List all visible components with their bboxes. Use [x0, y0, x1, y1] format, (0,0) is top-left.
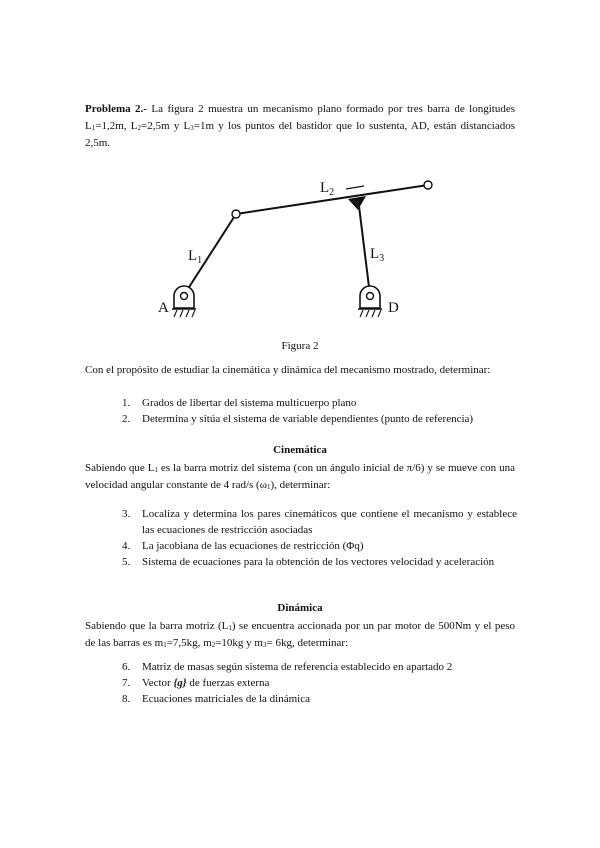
support-D-icon: [358, 286, 382, 317]
list-item: 5. Sistema de ecuaciones para la obtención de los vectores velocidad y aceleración: [122, 556, 495, 568]
joint-B: [232, 210, 240, 218]
problem-text-1: La figura 2 muestra un mecanismo plano formado por tres barra de longitudes L: [85, 103, 515, 132]
cinematica-list: [122, 506, 517, 570]
problem-statement: [85, 101, 515, 152]
problem-text-4: =1m y los puntos del bastidor que lo sustenta, AD, están distanciados 2,5m.: [85, 120, 516, 149]
problem-title: Problema 2.-: [85, 103, 147, 115]
figure-caption: Figura 2: [281, 340, 319, 352]
support-A-icon: [172, 286, 196, 317]
list-item: 4. La jacobiana de las ecuaciones de restricción (Φq): [122, 540, 364, 552]
list-item: 6. Matriz de masas según sistema de referencia establecido en apartado 2: [122, 661, 453, 673]
label-D: D: [388, 300, 399, 316]
list-item: 7. Vector {g} de fuerzas externa: [122, 677, 270, 689]
list-item: 1. Grados de libertar del sistema multicuerpo plano: [122, 397, 357, 409]
dinamica-text: Sabiendo que la barra motriz $(L_1)$ se encuentra accionada por un par motor de 500Nm y el peso de las barras es $m_1=7,5kg$, $m_2=10kg$ y $m_3= 6kg$, determinar:: [85, 620, 515, 649]
problem-text-3: =2,5m y L: [140, 120, 191, 132]
dinamica-list: [122, 659, 517, 707]
section-heading-dinamica: Dinámica: [277, 602, 323, 614]
list-item: 3. Localiza y determina los pares cinemáticos que contiene el mecanismo y establece las ecuaciones de restricción asociadas: [122, 508, 517, 536]
label-L1: $L_1$: [188, 248, 203, 266]
list-item: 2. Determina y sitúa el sistema de variable dependientes (punto de referencia): [122, 413, 474, 425]
subscript: 3: [190, 124, 194, 132]
label-L3: $L_3$: [370, 246, 385, 264]
section-heading-cinematica: Cinemática: [273, 444, 327, 456]
slider-block: [348, 196, 366, 210]
label-L2: $L_2$: [320, 180, 335, 198]
intro-text: Con el propósito de estudiar la cinemática y dinámica del mecanismo mostrado, determinar:: [85, 364, 491, 376]
list-item: 8. Ecuaciones matriciales de la dinámica: [122, 693, 310, 705]
bar-L3: [358, 198, 370, 295]
label-A: A: [158, 300, 169, 316]
slider-guide: [346, 186, 364, 189]
intro-list: [122, 395, 517, 427]
mechanism-figure: [150, 170, 450, 330]
subscript: 1: [91, 124, 96, 132]
cinematica-text: Sabiendo que $L_1$ es la barra motriz del sistema (con un ángulo inicial de π/6) y se mueve con una velocidad angular constante de 4 rad/s $(\omega_1)$, determinar:: [85, 462, 516, 491]
joint-end: [424, 181, 432, 189]
problem-text-2: =1,2m, L: [95, 120, 138, 132]
subscript: 2: [137, 124, 141, 132]
